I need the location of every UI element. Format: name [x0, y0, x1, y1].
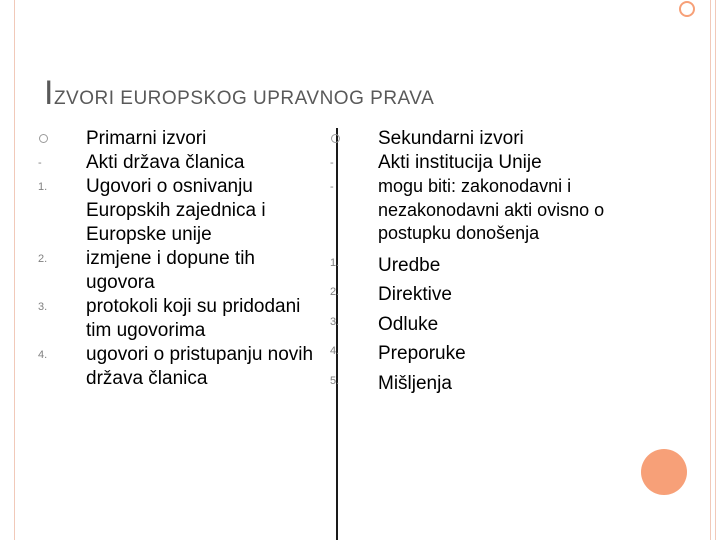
- dash-marker: -: [38, 157, 42, 169]
- secondary-subheading-row: [330, 151, 638, 175]
- list-item-text: protokoli koji su pridodani tim ugovorima: [86, 296, 301, 341]
- list-number: 3.: [38, 301, 48, 313]
- list-number: 1.: [330, 256, 340, 269]
- title-first-letter: I: [44, 74, 54, 112]
- list-item-text: Mišljenja: [378, 372, 452, 394]
- list-item: [330, 339, 638, 369]
- list-number: 4.: [38, 349, 48, 361]
- secondary-heading: Sekundarni izvori: [378, 128, 524, 149]
- list-item-text: Uredbe: [378, 254, 441, 276]
- decorative-ring: [679, 1, 695, 17]
- list-item: [38, 343, 326, 391]
- secondary-note: mogu biti: zakonodavni i nezakonodavni akti ovisno o postupku donošenja: [378, 176, 605, 243]
- list-item-text: Odluke: [378, 313, 439, 335]
- list-item-text: ugovori o pristupanju novih država članica: [86, 344, 314, 389]
- secondary-sources-column: [330, 127, 638, 398]
- decorative-orange-circle: [641, 449, 687, 495]
- primary-subheading: Akti država članica: [86, 152, 245, 173]
- title-rest: ZVORI EUROPSKOG UPRAVNOG PRAVA: [53, 88, 435, 109]
- list-item-text: Ugovori o osnivanju Europskih zajednica i Europske unije: [86, 176, 266, 245]
- list-item-text: izmjene i dopune tih ugovora: [86, 248, 255, 293]
- circle-bullet-icon: [39, 134, 48, 143]
- circle-bullet-icon: [331, 134, 340, 143]
- list-item-text: Preporuke: [378, 343, 466, 364]
- list-number: 4.: [330, 345, 340, 357]
- dash-marker: -: [330, 157, 334, 169]
- dash-marker: -: [330, 181, 334, 193]
- list-number: 5.: [330, 374, 340, 387]
- primary-heading-row: [86, 127, 326, 151]
- decorative-lines: [710, 0, 716, 540]
- list-number: 2.: [330, 286, 340, 298]
- list-item: [330, 310, 638, 340]
- list-number: 3.: [330, 315, 340, 328]
- primary-sources-column: [38, 127, 326, 391]
- list-item: [38, 247, 326, 295]
- primary-subheading-row: [38, 151, 326, 175]
- list-item: [38, 295, 326, 343]
- secondary-subheading: Akti institucija Unije: [378, 152, 542, 173]
- list-item: [330, 251, 638, 281]
- list-number: 1.: [38, 181, 48, 193]
- primary-heading: Primarni izvori: [86, 128, 207, 149]
- secondary-heading-row: [378, 127, 638, 151]
- list-item-text: Direktive: [378, 284, 452, 305]
- list-item: [330, 369, 638, 399]
- list-item: [330, 280, 638, 310]
- list-number: 2.: [38, 253, 48, 265]
- slide-title: [44, 74, 434, 113]
- list-item: [38, 175, 326, 247]
- secondary-note-row: [330, 175, 638, 246]
